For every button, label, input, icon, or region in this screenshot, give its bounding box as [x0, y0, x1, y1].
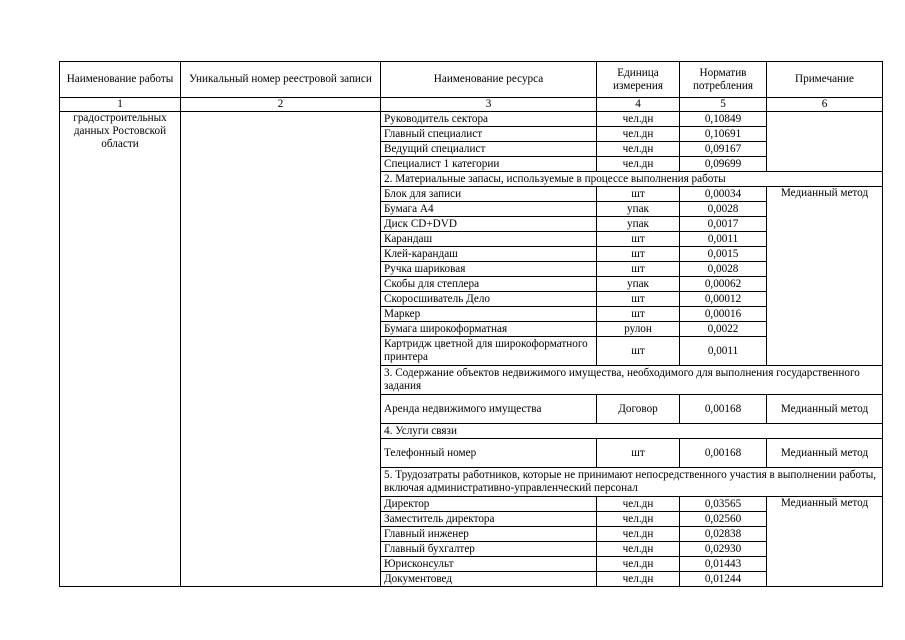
column-number: 6 — [767, 98, 883, 112]
resource-name: Скоросшиватель Дело — [381, 292, 597, 307]
header-norm: Норматив потребления — [680, 62, 767, 98]
column-number: 3 — [381, 98, 597, 112]
resource-unit: чел.дн — [597, 542, 680, 557]
resource-name: Заместитель директора — [381, 512, 597, 527]
resource-name: Ведущий специалист — [381, 142, 597, 157]
resource-norm: 0,0015 — [680, 247, 767, 262]
resource-norm: 0,01244 — [680, 572, 767, 587]
resource-name: Специалист 1 категории — [381, 157, 597, 172]
note-cell: Медианный метод — [767, 187, 883, 366]
work-name-cell: градостроительных данных Ростовской области — [60, 112, 181, 587]
resource-name: Юрисконсульт — [381, 557, 597, 572]
document-page — [59, 61, 883, 587]
resource-unit: чел.дн — [597, 572, 680, 587]
resource-name: Маркер — [381, 307, 597, 322]
resource-norm: 0,0028 — [680, 262, 767, 277]
resource-unit: шт — [597, 307, 680, 322]
resource-norm: 0,0011 — [680, 337, 767, 366]
resource-name: Скобы для степлера — [381, 277, 597, 292]
table-row — [60, 112, 883, 127]
note-cell: Медианный метод — [767, 497, 883, 587]
header-registry-number: Уникальный номер реестровой записи — [181, 62, 381, 98]
resource-norm: 0,00016 — [680, 307, 767, 322]
resource-name: Директор — [381, 497, 597, 512]
resource-unit: шт — [597, 262, 680, 277]
resource-norm: 0,0028 — [680, 202, 767, 217]
section-title: 4. Услуги связи — [381, 424, 883, 439]
note-cell — [767, 112, 883, 172]
resource-unit: рулон — [597, 322, 680, 337]
resource-unit: шт — [597, 232, 680, 247]
resource-unit: чел.дн — [597, 512, 680, 527]
resource-unit: чел.дн — [597, 112, 680, 127]
resource-norm: 0,00012 — [680, 292, 767, 307]
resource-norm: 0,02560 — [680, 512, 767, 527]
section-title: 5. Трудозатраты работников, которые не принимают непосредственного участия в выполнении работы, включая административно-управленческий персонал — [381, 468, 883, 497]
column-number: 4 — [597, 98, 680, 112]
header-note: Примечание — [767, 62, 883, 98]
column-number-row — [60, 98, 883, 112]
resource-norm: 0,0017 — [680, 217, 767, 232]
resource-name: Руководитель сектора — [381, 112, 597, 127]
resource-norm: 0,00168 — [680, 395, 767, 424]
note-cell: Медианный метод — [767, 395, 883, 424]
resource-norm: 0,00062 — [680, 277, 767, 292]
resource-norm: 0,0022 — [680, 322, 767, 337]
column-number: 2 — [181, 98, 381, 112]
resource-name: Бумага широкоформатная — [381, 322, 597, 337]
resource-unit: упак — [597, 277, 680, 292]
resource-unit: шт — [597, 337, 680, 366]
resource-name: Бумага А4 — [381, 202, 597, 217]
header-work-name: Наименование работы — [60, 62, 181, 98]
resource-name: Главный инженер — [381, 527, 597, 542]
resource-name: Клей-карандаш — [381, 247, 597, 262]
resource-norm: 0,02930 — [680, 542, 767, 557]
resource-unit: шт — [597, 439, 680, 468]
resource-unit: чел.дн — [597, 557, 680, 572]
column-number: 5 — [680, 98, 767, 112]
note-cell: Медианный метод — [767, 439, 883, 468]
resource-unit: шт — [597, 247, 680, 262]
resource-norm: 0,09167 — [680, 142, 767, 157]
resource-unit: чел.дн — [597, 497, 680, 512]
section-title: 3. Содержание объектов недвижимого имущества, необходимого для выполнения государственного задания — [381, 366, 883, 395]
header-row — [60, 62, 883, 98]
resource-norm: 0,00168 — [680, 439, 767, 468]
resource-name: Главный специалист — [381, 127, 597, 142]
resource-name: Аренда недвижимого имущества — [381, 395, 597, 424]
resource-name: Картридж цветной для широкоформатного принтера — [381, 337, 597, 366]
section-title: 2. Материальные запасы, используемые в процессе выполнения работы — [381, 172, 883, 187]
resource-norm: 0,02838 — [680, 527, 767, 542]
resource-norm: 0,01443 — [680, 557, 767, 572]
resource-unit: шт — [597, 187, 680, 202]
resource-norms-table — [59, 61, 883, 587]
resource-norm: 0,03565 — [680, 497, 767, 512]
resource-name: Блок для записи — [381, 187, 597, 202]
resource-name: Телефонный номер — [381, 439, 597, 468]
resource-norm: 0,10691 — [680, 127, 767, 142]
resource-unit: чел.дн — [597, 527, 680, 542]
resource-unit: чел.дн — [597, 142, 680, 157]
registry-number-cell — [181, 112, 381, 587]
resource-norm: 0,09699 — [680, 157, 767, 172]
header-resource-name: Наименование ресурса — [381, 62, 597, 98]
resource-unit: Договор — [597, 395, 680, 424]
resource-name: Документовед — [381, 572, 597, 587]
resource-norm: 0,10849 — [680, 112, 767, 127]
resource-unit: чел.дн — [597, 127, 680, 142]
resource-unit: упак — [597, 217, 680, 232]
resource-norm: 0,00034 — [680, 187, 767, 202]
resource-norm: 0,0011 — [680, 232, 767, 247]
column-number: 1 — [60, 98, 181, 112]
resource-name: Диск CD+DVD — [381, 217, 597, 232]
resource-unit: чел.дн — [597, 157, 680, 172]
resource-name: Ручка шариковая — [381, 262, 597, 277]
resource-unit: шт — [597, 292, 680, 307]
resource-unit: упак — [597, 202, 680, 217]
header-unit: Единица измерения — [597, 62, 680, 98]
resource-name: Карандаш — [381, 232, 597, 247]
resource-name: Главный бухгалтер — [381, 542, 597, 557]
